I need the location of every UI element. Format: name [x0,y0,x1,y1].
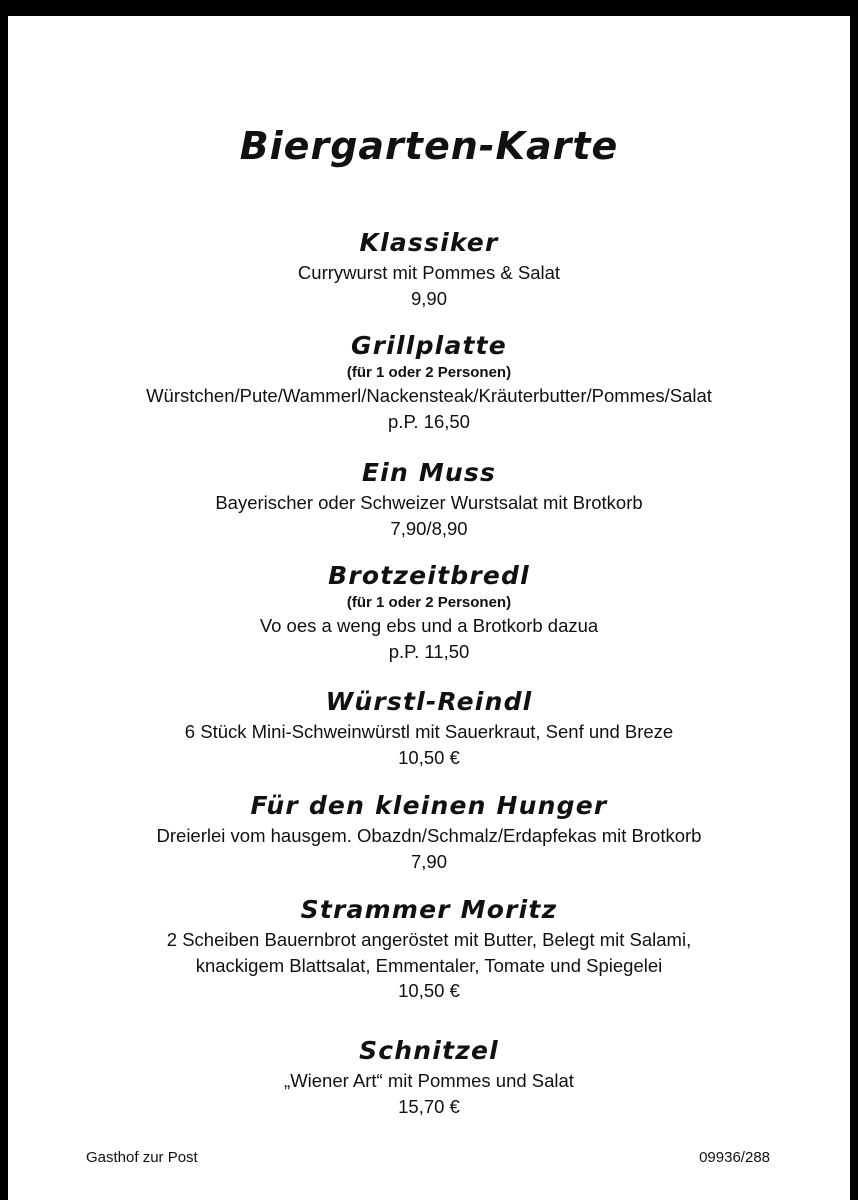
section-description: Dreierlei vom hausgem. Obazdn/Schmalz/Erdapfekas mit Brotkorb [156,825,702,846]
menu-section-schnitzel [8,1036,850,1119]
section-price: 7,90/8,90 [390,517,468,539]
section-price: 7,90 [410,850,447,872]
section-description: „Wiener Art“ mit Pommes und Salat [284,1070,574,1091]
section-description: Vo oes a weng ebs und a Brotkorb dazua [259,615,599,636]
footer-phone-number: 09936/288 [699,1149,770,1166]
section-title: Klassiker [359,228,499,257]
section-title: Ein Muss [361,458,497,487]
section-price: 15,70 € [398,1095,460,1117]
section-title: Schnitzel [359,1036,499,1065]
section-price: p.P. 11,50 [388,640,470,662]
section-price: 9,90 [410,287,447,309]
menu-section-kleiner-hunger [8,791,850,874]
section-title: Strammer Moritz [300,895,558,924]
section-description: Bayerischer oder Schweizer Wurstsalat mit Brotkorb [215,492,643,513]
section-title: Grillplatte [351,331,507,360]
section-title: Würstl-Reindl [325,687,533,716]
section-description: 6 Stück Mini-Schweinwürstl mit Sauerkraut, Senf und Breze [184,721,674,742]
section-description: Currywurst mit Pommes & Salat [297,262,561,283]
section-price: 10,50 € [398,746,460,768]
section-price: p.P. 16,50 [388,410,470,432]
menu-section-wuerstl-reindl [8,687,850,770]
menu-page [8,16,850,1200]
footer-restaurant-name: Gasthof zur Post [86,1149,198,1166]
section-note: (für 1 oder 2 Personen) [346,594,512,611]
section-note: (für 1 oder 2 Personen) [346,364,512,381]
section-description-line-2: knackigem Blattsalat, Emmentaler, Tomate und Spiegelei [195,954,663,976]
menu-section-strammer-moritz [8,895,850,1004]
menu-section-brotzeitbredl [8,561,850,664]
menu-section-ein-muss [8,458,850,541]
menu-title: Biergarten-Karte [239,124,619,168]
menu-section-klassiker [8,228,850,311]
section-price: 10,50 € [398,980,460,1001]
section-description: Würstchen/Pute/Wammerl/Nackensteak/Kräuterbutter/Pommes/Salat [146,385,712,406]
menu-section-grillplatte [8,331,850,434]
section-description-line-1: 2 Scheiben Bauernbrot angeröstet mit Butter, Belegt mit Salami, [166,929,692,950]
section-title: Brotzeitbredl [328,561,530,590]
section-title: Für den kleinen Hunger [250,791,608,820]
